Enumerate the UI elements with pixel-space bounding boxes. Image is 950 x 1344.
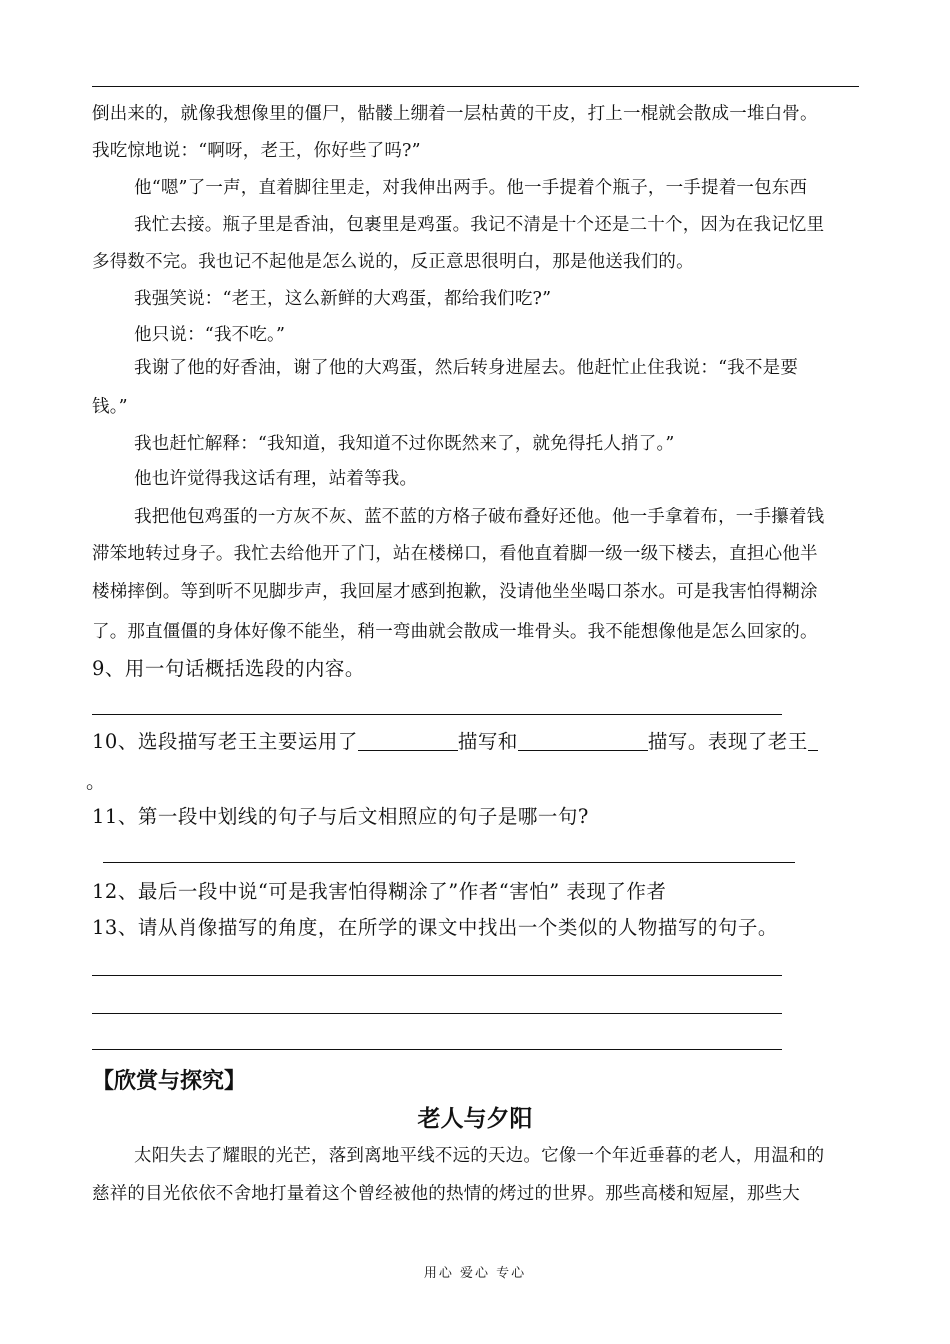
passage-line: 他只说：“我不吃。” bbox=[134, 325, 286, 345]
passage-line: 我强笑说：“老王，这么新鲜的大鸡蛋，都给我们吃?” bbox=[134, 289, 552, 309]
passage-line: 我忙去接。瓶子里是香油，包裹里是鸡蛋。我记不清是十个还是二十个，因为在我记忆里 bbox=[134, 215, 825, 235]
answer-line-13[interactable] bbox=[92, 1049, 782, 1050]
answer-line-13[interactable] bbox=[92, 1013, 782, 1014]
passage-line: 他“嗯”了一声，直着脚往里走，对我伸出两手。他一手提着个瓶子，一手提着一包东西 bbox=[134, 178, 808, 198]
passage-line: 我也赶忙解释：“我知道，我知道不过你既然来了，就免得托人捎了。” bbox=[134, 434, 675, 454]
essay-line: 太阳失去了耀眼的光芒，落到离地平线不远的天边。它像一个年近垂暮的老人，用温和的 bbox=[134, 1146, 825, 1166]
top-rule bbox=[92, 86, 859, 87]
section-heading: 【欣赏与探究】 bbox=[92, 1069, 247, 1094]
passage-line: 我把他包鸡蛋的一方灰不灰、蓝不蓝的方格子破布叠好还他。他一手拿着布，一手攥着钱 bbox=[134, 507, 825, 527]
question-10-text: 描写。表现了老王 bbox=[647, 730, 808, 753]
blank-10-second[interactable] bbox=[518, 728, 648, 751]
passage-line: 他也许觉得我这话有理，站着等我。 bbox=[134, 469, 418, 489]
passage-line: 我谢了他的好香油，谢了他的大鸡蛋，然后转身进屋去。他赶忙止住我说：“我不是要 bbox=[134, 358, 799, 378]
answer-line-11[interactable] bbox=[103, 862, 795, 863]
passage-line: 滞笨地转过身子。我忙去给他开了门，站在楼梯口，看他直着脚一级一级下楼去，直担心他半 bbox=[92, 544, 818, 564]
passage-line: 钱。” bbox=[92, 397, 128, 417]
blank-10-first[interactable] bbox=[358, 728, 458, 751]
question-9: 9、用一句话概括选段的内容。 bbox=[92, 657, 365, 680]
essay-title: 老人与夕阳 bbox=[417, 1106, 533, 1132]
blank-10-third[interactable] bbox=[808, 728, 818, 751]
passage-line: 多得数不完。我也记不起他是怎么说的，反正意思很明白，那是他送我们的。 bbox=[92, 252, 694, 272]
question-12: 12、最后一段中说“可是我害怕得糊涂了”作者“害怕” 表现了作者 bbox=[92, 880, 667, 903]
answer-line-9[interactable] bbox=[92, 714, 782, 715]
essay-line: 慈祥的目光依依不舍地打量着这个曾经被他的热情的烤过的世界。那些高楼和短屋，那些大 bbox=[92, 1184, 800, 1204]
question-13: 13、请从肖像描写的角度，在所学的课文中找出一个类似的人物描写的句子。 bbox=[92, 916, 778, 939]
passage-line: 楼梯摔倒。等到听不见脚步声，我回屋才感到抱歉，没请他坐坐喝口茶水。可是我害怕得糊涂 bbox=[92, 582, 818, 602]
passage-line: 了。那直僵僵的身体好像不能坐，稍一弯曲就会散成一堆骨头。我不能想像他是怎么回家的。 bbox=[92, 622, 818, 642]
question-10 bbox=[92, 728, 818, 756]
answer-line-13[interactable] bbox=[92, 975, 782, 976]
question-10-end: 。 bbox=[86, 770, 107, 793]
page-footer: 用心 爱心 专心 bbox=[423, 1266, 527, 1281]
question-11: 11、第一段中划线的句子与后文相照应的句子是哪一句? bbox=[92, 805, 589, 828]
passage-line: 我吃惊地说：“啊呀，老王，你好些了吗?” bbox=[92, 141, 421, 161]
passage-line: 倒出来的，就像我想像里的僵尸，骷髅上绷着一层枯黄的干皮，打上一棍就会散成一堆白骨。 bbox=[92, 104, 818, 124]
question-10-text: 描写和 bbox=[457, 730, 518, 753]
question-10-text: 10、选段描写老王主要运用了 bbox=[92, 730, 358, 753]
